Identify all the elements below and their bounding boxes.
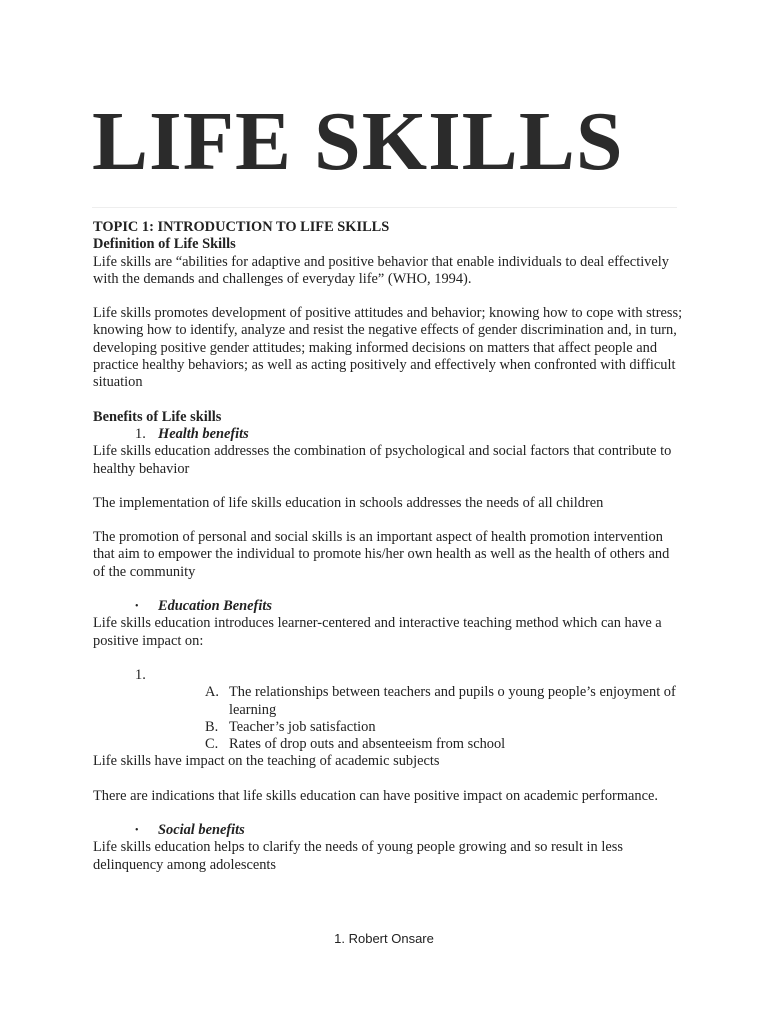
promotes-text: Life skills promotes development of positive attitudes and behavior; knowing how to cope with stress; knowing how to identify, analyze and resist the negative effects of gender discrimination and, in turn, developing positive gender attitudes; making informed decisions on matters that affect people and practice healthy behaviors; as well as acting positively and effectively when confronted with difficult situation	[93, 305, 683, 391]
spacer	[93, 650, 683, 667]
education-para-1: Life skills education introduces learner-centered and interactive teaching method which can have a positive impact on:	[93, 615, 662, 649]
definition-text: Life skills are “abilities for adaptive and positive behavior that enable individuals to deal effectively with the demands and challenges of everyday life” (WHO, 1994).	[93, 253, 669, 287]
list-item	[93, 719, 683, 736]
education-para-3: There are indications that life skills education can have positive impact on academic performance.	[93, 787, 659, 804]
list-item-text: Teacher’s job satisfaction	[229, 718, 376, 735]
spacer	[93, 512, 683, 529]
list-item-text: The relationships between teachers and pupils o young people’s enjoyment of learning	[229, 684, 676, 718]
spacer	[93, 478, 683, 495]
list-item	[93, 684, 683, 719]
list-number: 1.	[135, 425, 146, 442]
health-benefits-heading	[93, 426, 683, 443]
education-para-2: Life skills have impact on the teaching of academic subjects	[93, 753, 440, 770]
benefits-heading: Benefits of Life skills	[93, 408, 222, 425]
page-footer: 1. Robert Onsare	[334, 931, 434, 946]
spacer	[93, 581, 683, 598]
education-heading-text: Education Benefits	[158, 598, 272, 615]
spacer	[93, 771, 683, 788]
topic-heading: TOPIC 1: INTRODUCTION TO LIFE SKILLS	[93, 219, 390, 235]
spacer	[93, 288, 683, 305]
education-sub-number: 1.	[135, 666, 146, 683]
health-heading-text: Health benefits	[158, 425, 249, 442]
spacer	[93, 392, 683, 409]
document-title: LIFE SKILLS	[92, 95, 624, 188]
health-para-1: Life skills education addresses the combination of psychological and social factors that contribute to healthy behavior	[93, 443, 672, 477]
list-letter: B.	[205, 718, 219, 735]
list-item	[93, 736, 683, 753]
bullet-icon: •	[135, 601, 139, 613]
spacer	[93, 805, 683, 822]
health-para-2: The implementation of life skills education in schools addresses the needs of all children	[93, 494, 604, 511]
social-benefits-heading	[93, 822, 683, 839]
social-heading-text: Social benefits	[158, 822, 245, 839]
title-divider	[92, 207, 677, 208]
list-item-text: Rates of drop outs and absenteeism from school	[229, 736, 506, 753]
bullet-icon: •	[135, 825, 139, 837]
list-letter: A.	[205, 684, 219, 701]
health-para-3: The promotion of personal and social skills is an important aspect of health promotion intervention that aim to empower the individual to promote his/her own health as well as the health of others and of the community	[93, 529, 670, 580]
definition-heading: Definition of Life Skills	[93, 236, 236, 253]
social-para-1: Life skills education helps to clarify the needs of young people growing and so result in less delinquency among adolescents	[93, 839, 623, 873]
list-letter: C.	[205, 736, 219, 753]
document-body	[93, 219, 683, 874]
education-benefits-heading	[93, 598, 683, 615]
